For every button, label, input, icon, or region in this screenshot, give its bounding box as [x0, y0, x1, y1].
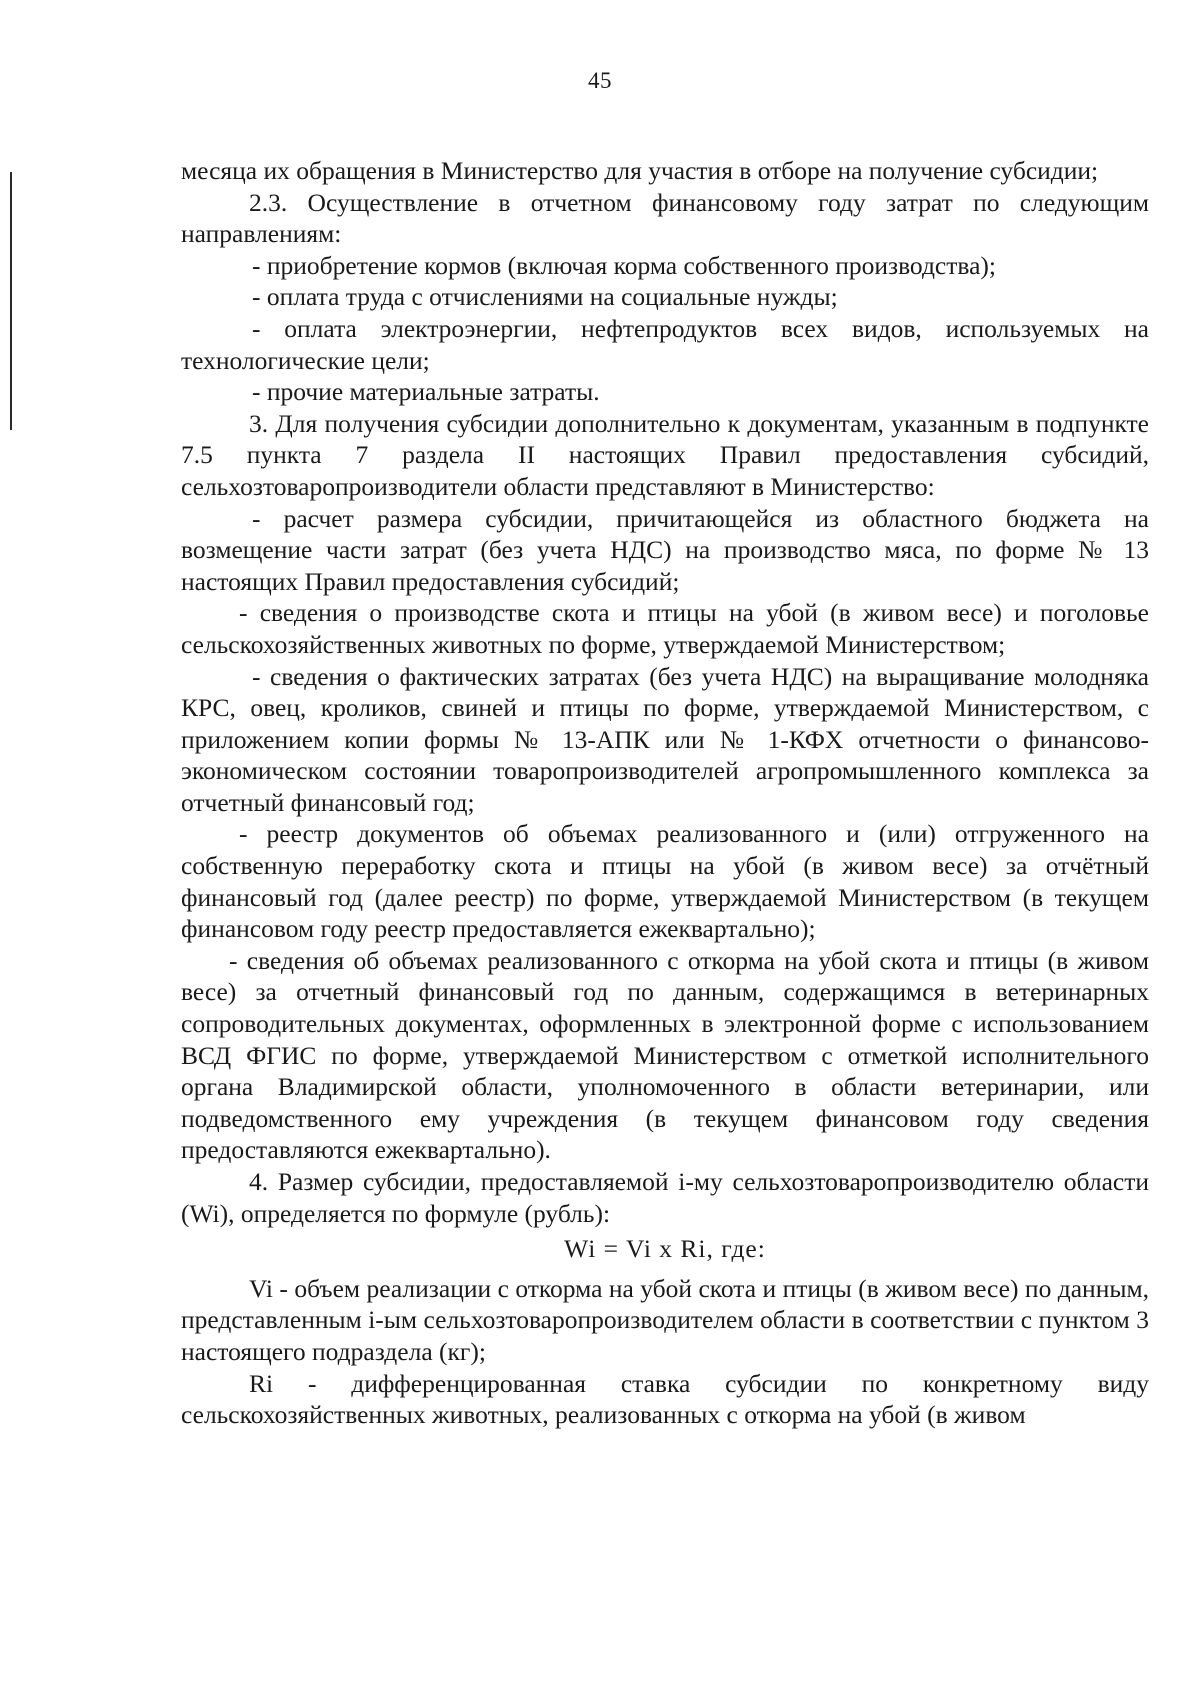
paragraph-continuation: месяца их обращения в Министерство для участия в отборе на получение субсидии; — [181, 156, 1099, 185]
list-item-document-register: - реестр документов об объемах реализованного и (или) отгруженного на собственную переработку скота и птицы на убой (в живом весе) за отчётный финансовый год (далее реестр) по форме, утверждаемой Министерством (в текущем финансовом году реестр предоставляется ежеквартально); — [181, 819, 1149, 944]
paragraph-2-3: 2.3. Осуществление в отчетном финансовому году затрат по следующим направлениям: — [181, 187, 1149, 249]
scan-margin-mark — [10, 172, 12, 430]
page-number: 45 — [588, 68, 612, 93]
paragraph-3: 3. Для получения субсидии дополнительно к документам, указанным в подпункте 7.5 пункта 7 раздела II настоящих Правил предоставления субсидий, сельхозтоваропроизводители области представляют в Министерство: — [181, 408, 1149, 501]
subsidy-formula: Wi = Vi x Ri, где: — [564, 1234, 766, 1264]
document-body — [181, 155, 1149, 1431]
list-item-feed: - приобретение кормов (включая корма собственного производства); — [252, 250, 996, 280]
definition-vi: Vi - объем реализации с откорма на убой скота и птицы (в живом весе) по данным, представленным i-ым сельхозтоваропроизводителем области в соответствии с пунктом 3 настоящего подраздела (кг); — [181, 1273, 1149, 1366]
definition-ri: Ri - дифференцированная ставка субсидии по конкретному виду сельскохозяйственных животных, реализованных с откорма на убой (в живом — [181, 1368, 1149, 1430]
list-item-other-costs: - прочие материальные затраты. — [252, 377, 600, 407]
list-item-production-info: - сведения о производстве скота и птицы на убой (в живом весе) и поголовье сельскохозяйственных животных по форме, утверждаемой Министерством; — [181, 598, 1149, 659]
list-item-subsidy-calculation: - расчет размера субсидии, причитающейся из областного бюджета на возмещение части затрат (без учета НДС) на производство мяса, по форме № 13 настоящих Правил предоставления субсидий; — [181, 503, 1149, 596]
list-item-electricity: - оплата электроэнергии, нефтепродуктов всех видов, используемых на технологические цели; — [181, 313, 1149, 375]
list-item-wages: - оплата труда с отчислениями на социальные нужды; — [252, 282, 838, 312]
list-item-sales-volume: - сведения об объемах реализованного с откорма на убой скота и птицы (в живом весе) за отчетный финансовый год по данным, содержащимся в ветеринарных сопроводительных документах, оформленных в электронной форме с использованием ВСД ФГИС по форме, утверждаемой Министерством с отметкой исполнительного органа Владимирской области, уполномоченного в области ветеринарии, или подведомственного ему учреждения (в текущем финансовом году сведения предоставляются ежеквартально). — [181, 945, 1149, 1165]
list-item-actual-costs: - сведения о фактических затратах (без учета НДС) на выращивание молодняка КРС, овец, кроликов, свиней и птицы по форме, утверждаемой Министерством, с приложением копии формы № 13-АПК или № 1-КФХ отчетности о финансово-экономическом состоянии товаропроизводителей агропромышленного комплекса за отчетный финансовый год; — [181, 661, 1149, 817]
paragraph-4: 4. Размер субсидии, предоставляемой i-му сельхозтоваропроизводителю области (Wi), определяется по формуле (рубль): — [181, 1167, 1149, 1228]
